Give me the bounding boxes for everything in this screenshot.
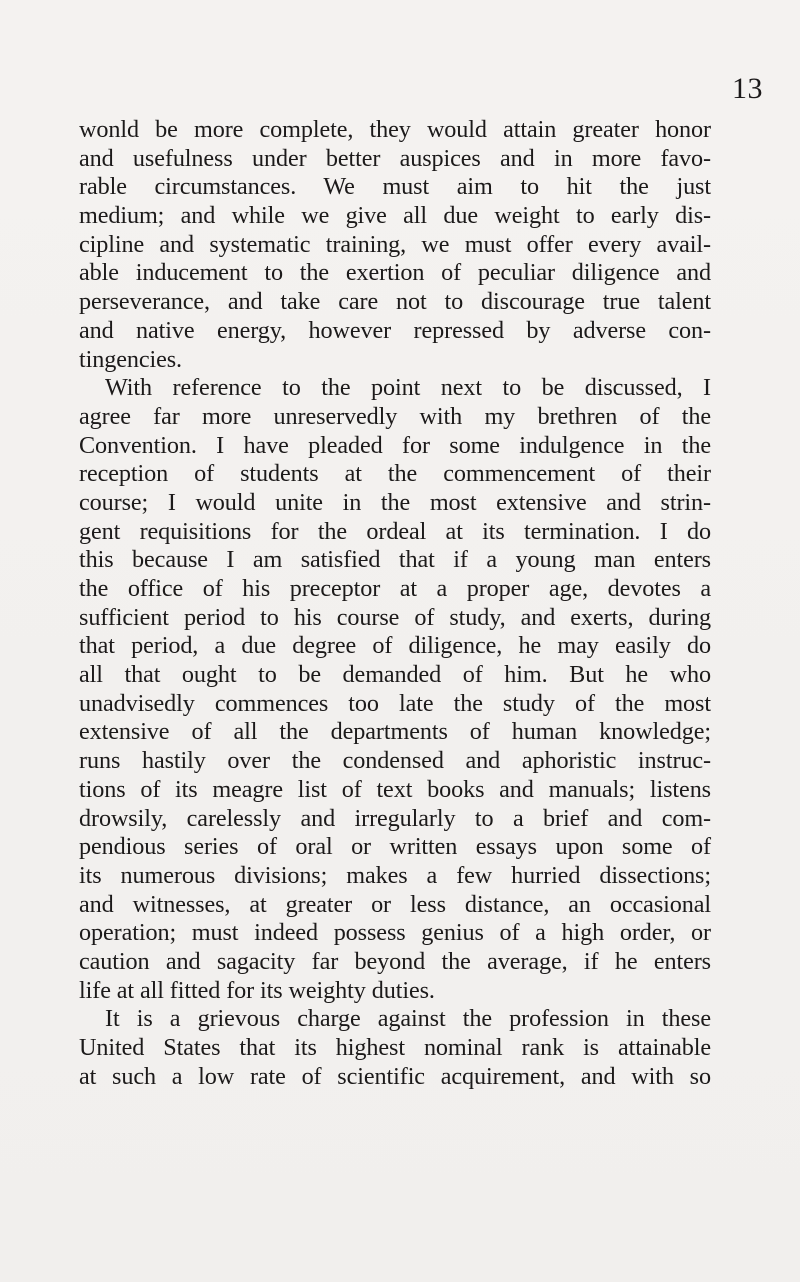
text-line: tions of its meagre list of text books and manuals; listens xyxy=(79,775,711,803)
text-line: unadvisedly commences too late the study of the most xyxy=(79,689,711,717)
text-line: all that ought to be demanded of him. But he who xyxy=(79,661,711,689)
text-line: tingencies. xyxy=(79,345,183,373)
text-line: medium; and while we give all due weight to early dis- xyxy=(79,202,711,230)
text-line: With reference to the point next to be discussed, I xyxy=(105,374,711,402)
text-line: reception of students at the commencement of their xyxy=(79,460,711,488)
page-number: 13 xyxy=(732,72,763,105)
text-line: operation; must indeed possess genius of a high order, or xyxy=(79,919,711,947)
text-line: agree far more unreservedly with my brethren of the xyxy=(79,402,711,430)
text-line: life at all fitted for its weighty duties. xyxy=(79,976,435,1004)
text-line: sufficient period to his course of study, and exerts, during xyxy=(79,603,711,631)
text-line: perseverance, and take care not to discourage true talent xyxy=(79,288,711,316)
text-line: United States that its highest nominal rank is attainable xyxy=(79,1034,711,1061)
body-text xyxy=(79,116,711,1091)
text-line: and usefulness under better auspices and in more favo- xyxy=(79,144,711,172)
text-line: the office of his preceptor at a proper age, devotes a xyxy=(79,575,711,602)
text-line: that period, a due degree of diligence, he may easily do xyxy=(79,632,711,660)
text-line: caution and sagacity far beyond the average, if he enters xyxy=(79,947,711,975)
text-line: It is a grievous charge against the profession in these xyxy=(105,1005,711,1033)
text-line: at such a low rate of scientific acquirement, and with so xyxy=(79,1062,711,1090)
text-line: gent requisitions for the ordeal at its termination. I do xyxy=(79,517,711,545)
text-line: drowsily, carelessly and irregularly to a brief and com- xyxy=(79,804,711,832)
text-line: this because I am satisfied that if a young man enters xyxy=(79,546,711,574)
text-line: rable circumstances. We must aim to hit the just xyxy=(79,173,711,201)
text-line: and native energy, however repressed by adverse con- xyxy=(79,316,711,344)
text-line: wonld be more complete, they would attain greater honor xyxy=(79,116,711,143)
text-line: course; I would unite in the most extensive and strin- xyxy=(79,488,711,516)
text-line: cipline and systematic training, we must offer every avail- xyxy=(79,230,711,258)
text-line: its numerous divisions; makes a few hurried dissections; xyxy=(79,861,711,889)
text-line: able inducement to the exertion of peculiar diligence and xyxy=(79,259,711,287)
text-line: and witnesses, at greater or less distance, an occasional xyxy=(79,890,711,918)
text-line: pendious series of oral or written essays upon some of xyxy=(79,833,711,861)
text-line: Convention. I have pleaded for some indulgence in the xyxy=(79,431,711,459)
text-line: extensive of all the departments of human knowledge; xyxy=(79,718,711,746)
text-line: runs hastily over the condensed and aphoristic instruc- xyxy=(79,747,711,775)
